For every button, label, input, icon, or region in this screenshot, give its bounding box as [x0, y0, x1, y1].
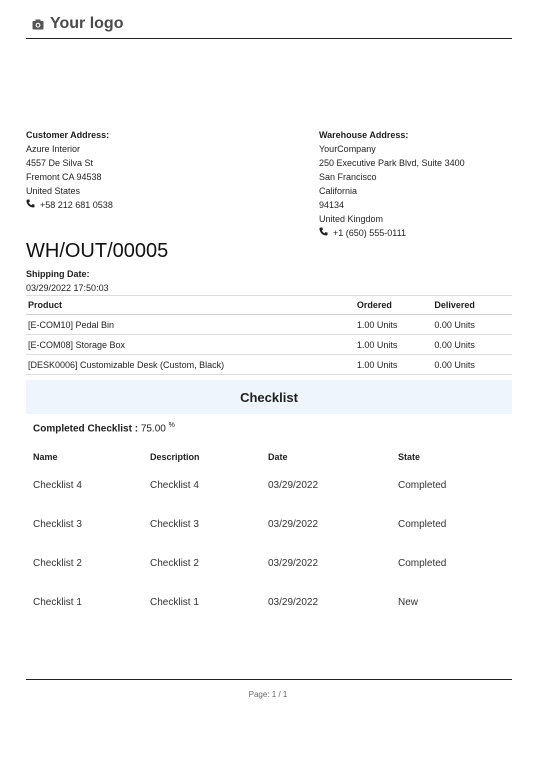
picking-reference: WH/OUT/00005	[26, 240, 169, 262]
phone-icon	[26, 198, 35, 212]
column-header-ordered: Ordered	[355, 296, 433, 315]
checklist-header-state: State	[398, 452, 421, 462]
warehouse-phone-row	[319, 226, 512, 240]
customer-line: United States	[26, 186, 81, 196]
checklist-name-cell: Checklist 1	[33, 597, 82, 608]
customer-line: 4557 De Silva St	[26, 158, 94, 168]
ordered-cell: 1.00 Units	[355, 355, 433, 375]
footer-divider	[26, 679, 512, 680]
checklist-state-cell: New	[398, 597, 419, 608]
camera-icon	[32, 19, 44, 30]
warehouse-line: California	[319, 186, 358, 196]
delivered-cell: 0.00 Units	[432, 355, 512, 375]
checklist-state-cell: Completed	[398, 558, 447, 569]
warehouse-line: United Kingdom	[319, 214, 384, 224]
report-header	[26, 12, 512, 39]
logo-text: Your logo	[50, 15, 124, 32]
checklist-section-title: Checklist	[26, 380, 512, 414]
checklist-date-cell: 03/29/2022	[268, 519, 319, 530]
warehouse-phone: +1 (650) 555-0111	[333, 228, 406, 238]
warehouse-line: 94134	[319, 200, 345, 210]
checklist-name-cell: Checklist 3	[33, 519, 82, 530]
customer-address-label: Customer Address:	[26, 130, 110, 140]
checklist-date-cell: 03/29/2022	[268, 597, 319, 608]
warehouse-line: YourCompany	[319, 144, 376, 154]
warehouse-address-label: Warehouse Address:	[319, 130, 409, 140]
table-row	[26, 335, 512, 355]
checklist-header-name: Name	[33, 452, 58, 462]
checklist-description-cell: Checklist 3	[150, 519, 199, 530]
shipping-date-block	[26, 267, 109, 295]
customer-phone: +58 212 681 0538	[40, 200, 113, 210]
checklist-state-cell: Completed	[398, 480, 447, 491]
checklist-description-cell: Checklist 2	[150, 558, 199, 569]
checklist-date-cell: 03/29/2022	[268, 480, 319, 491]
shipping-date-value: 03/29/2022 17:50:03	[26, 283, 109, 293]
delivered-cell: 0.00 Units	[432, 335, 512, 355]
table-row	[26, 355, 512, 375]
warehouse-line: 250 Executive Park Blvd, Suite 3400	[319, 158, 465, 168]
checklist-description-cell: Checklist 4	[150, 480, 199, 491]
column-header-delivered: Delivered	[432, 296, 512, 315]
completed-checklist-value: 75.00	[140, 423, 166, 435]
checklist-header-description: Description	[150, 452, 200, 462]
customer-address	[26, 128, 266, 212]
column-header-product: Product	[26, 296, 355, 315]
checklist-header-date: Date	[268, 452, 288, 462]
checklist-state-cell: Completed	[398, 519, 447, 530]
product-cell: [DESK0006] Customizable Desk (Custom, Black)	[26, 355, 355, 375]
ordered-cell: 1.00 Units	[355, 335, 433, 355]
customer-line: Azure Interior	[26, 144, 81, 154]
checklist-name-cell: Checklist 4	[33, 480, 82, 491]
checklist-date-cell: 03/29/2022	[268, 558, 319, 569]
checklist-name-cell: Checklist 2	[33, 558, 82, 569]
customer-phone-row	[26, 198, 266, 212]
product-cell: [E-COM10] Pedal Bin	[26, 315, 355, 335]
shipping-date-label: Shipping Date:	[26, 269, 90, 279]
company-logo	[32, 15, 123, 33]
phone-icon	[319, 226, 328, 240]
warehouse-line: San Francisco	[319, 172, 377, 182]
completed-checklist-unit: %	[168, 422, 175, 429]
ordered-cell: 1.00 Units	[355, 315, 433, 335]
product-moves-table	[26, 295, 512, 375]
warehouse-address	[319, 128, 512, 240]
product-cell: [E-COM08] Storage Box	[26, 335, 355, 355]
table-header-row	[26, 296, 512, 315]
completed-checklist-label: Completed Checklist :	[33, 423, 139, 435]
page-number: Page: 1 / 1	[248, 690, 288, 699]
table-row	[26, 315, 512, 335]
completed-checklist	[33, 422, 175, 434]
checklist-description-cell: Checklist 1	[150, 597, 199, 608]
customer-line: Fremont CA 94538	[26, 172, 102, 182]
delivered-cell: 0.00 Units	[432, 315, 512, 335]
